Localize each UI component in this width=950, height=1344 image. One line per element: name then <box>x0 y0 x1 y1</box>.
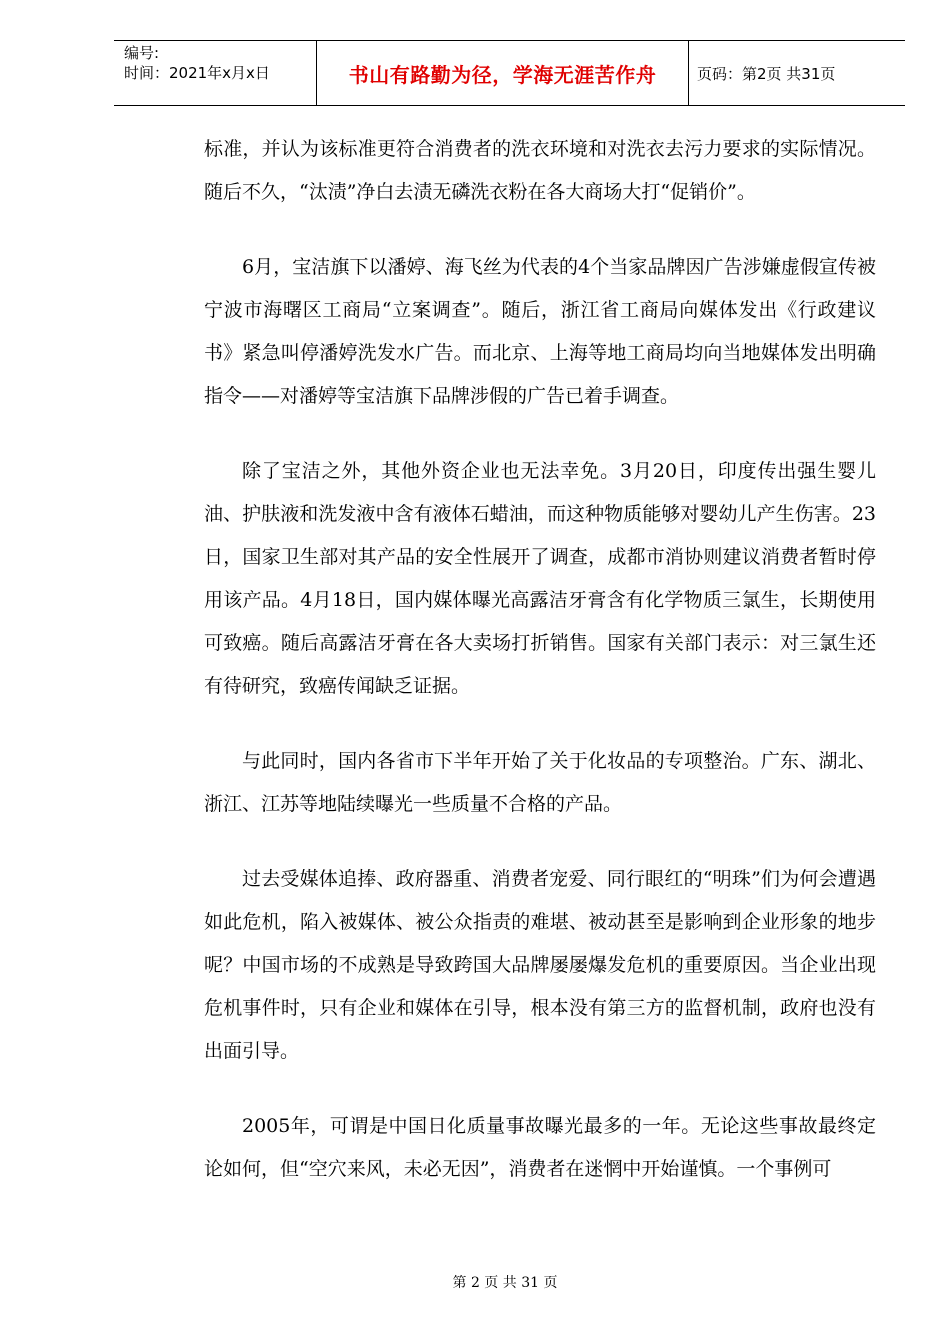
time-label: 时间：2021年x月x日 <box>124 64 270 82</box>
page-header <box>114 40 905 106</box>
paragraph-5: 过去受媒体追捧、政府器重、消费者宠爱、同行眼红的“明珠”们为何会遭遇如此危机，陷入被媒体、被公众指责的难堪、被动甚至是影响到企业形象的地步呢？中国市场的不成熟是导致跨国大品牌屡屡爆发危机的重要原因。当企业出现危机事件时，只有企业和媒体在引导，根本没有第三方的监督机制，政府也没有出面引导。 <box>204 868 876 1062</box>
document-body <box>204 128 876 1223</box>
paragraph-3: 除了宝洁之外，其他外资企业也无法幸免。3月20日，印度传出强生婴儿油、护肤液和洗发液中含有液体石蜡油，而这种物质能够对婴幼儿产生伤害。23日，国家卫生部对其产品的安全性展开了调查，成都市消协则建议消费者暂时停用该产品。4月18日，国内媒体曝光高露洁牙膏含有化学物质三氯生，长期使用可致癌。随后高露洁牙膏在各大卖场打折销售。国家有关部门表示：对三氯生还有待研究，致癌传闻缺乏证据。 <box>204 460 876 697</box>
header-page-cell <box>689 41 905 105</box>
page-footer: 第 2 页 共 31 页 <box>452 1275 558 1291</box>
paragraph-2: 6月，宝洁旗下以潘婷、海飞丝为代表的4个当家品牌因广告涉嫌虚假宣传被宁波市海曙区工商局“立案调查”。随后，浙江省工商局向媒体发出《行政建议书》紧急叫停潘婷洗发水广告。而北京、上海等地工商局均向当地媒体发出明确指令——对潘婷等宝洁旗下品牌涉假的广告已着手调查。 <box>204 256 876 407</box>
paragraph-4: 与此同时，国内各省市下半年开始了关于化妆品的专项整治。广东、湖北、浙江、江苏等地陆续曝光一些质量不合格的产品。 <box>204 750 876 815</box>
paragraph-1: 标准，并认为该标准更符合消费者的洗衣环境和对洗衣去污力要求的实际情况。随后不久，“汰渍”净白去渍无磷洗衣粉在各大商场大打“促销价”。 <box>204 138 876 203</box>
paragraph-6: 2005年，可谓是中国日化质量事故曝光最多的一年。无论这些事故最终定论如何，但“空穴来风，未必无因”，消费者在迷惘中开始谨慎。一个事例可 <box>204 1115 876 1180</box>
serial-label: 编号: <box>124 44 160 62</box>
motto-text: 书山有路勤为径，学海无涯苦作舟 <box>348 62 657 87</box>
header-motto-cell <box>316 41 689 105</box>
header-page-number: 页码：第2页 共31页 <box>697 64 836 83</box>
header-meta-cell <box>114 41 316 105</box>
